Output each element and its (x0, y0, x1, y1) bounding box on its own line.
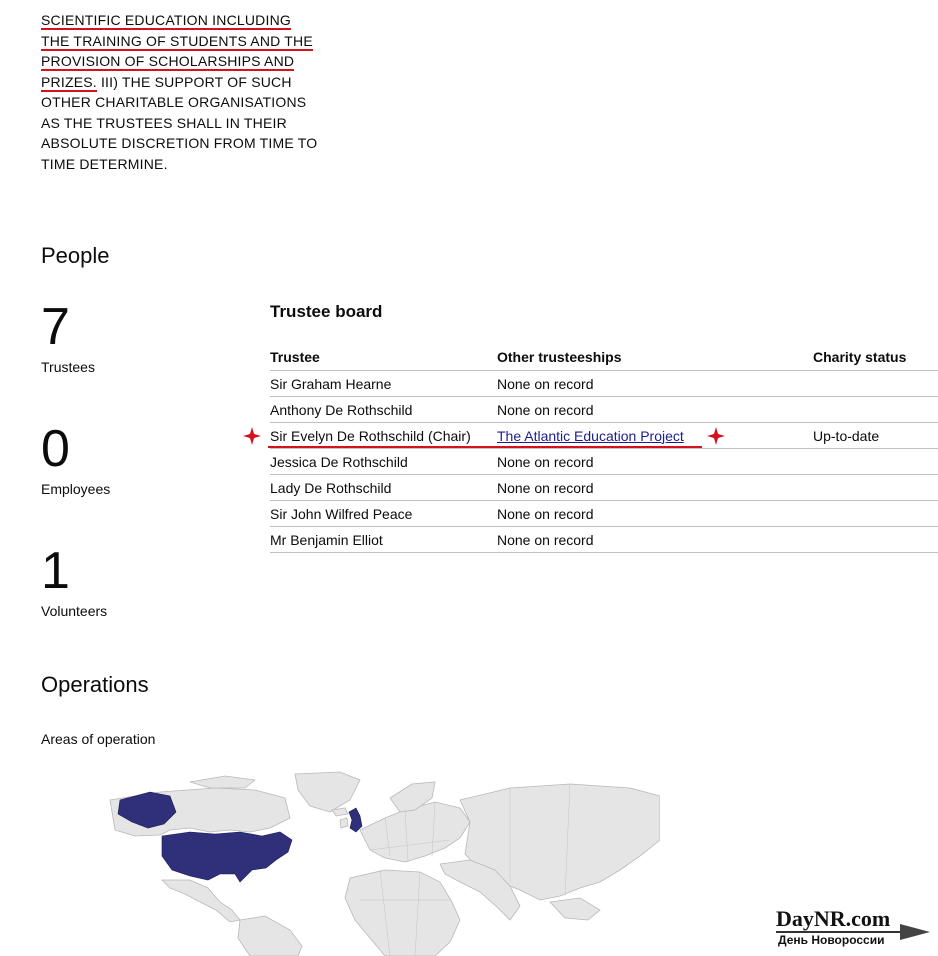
trustee-name: Jessica De Rothschild (270, 449, 497, 475)
map-europe (360, 802, 470, 862)
map-arctic-islands (190, 776, 255, 788)
trustee-name: Sir Evelyn De Rothschild (Chair) (270, 423, 497, 449)
other-trusteeships: None on record (497, 501, 813, 527)
stat-volunteers (41, 542, 108, 619)
daynr-watermark (776, 906, 936, 952)
charitable-objects-text (41, 10, 341, 174)
stat-label: Employees (41, 481, 111, 497)
charity-status (813, 475, 938, 501)
stat-employees (41, 420, 111, 497)
objects-line-7: ABSOLUTE DISCRETION FROM TIME TO (41, 135, 318, 151)
trustee-name: Lady De Rothschild (270, 475, 497, 501)
red-four-point-star-icon (707, 427, 725, 445)
objects-line-1: SCIENTIFIC EDUCATION INCLUDING (41, 12, 291, 28)
map-africa (345, 870, 460, 956)
other-trusteeships: None on record (497, 449, 813, 475)
trustee-name: Mr Benjamin Elliot (270, 527, 497, 553)
trustee-board-title: Trustee board (270, 302, 383, 321)
charity-status (813, 397, 938, 423)
table-row (270, 527, 938, 553)
table-header-row (270, 346, 938, 371)
table-row-highlighted (270, 423, 938, 449)
stat-trustees (41, 298, 95, 375)
stat-value: 7 (41, 298, 70, 356)
atlantic-education-project-link[interactable]: The Atlantic Education Project (497, 427, 684, 444)
stat-value: 0 (41, 420, 70, 478)
other-trusteeships: None on record (497, 397, 813, 423)
other-trusteeships: None on record (497, 371, 813, 397)
objects-line-4: PRIZES. III) THE SUPPORT OF SUCH (41, 73, 292, 90)
objects-line-2: THE TRAINING OF STUDENTS AND THE (41, 32, 313, 49)
objects-line-5: OTHER CHARITABLE ORGANISATIONS (41, 94, 307, 110)
charity-status (813, 501, 938, 527)
column-header-charity-status: Charity status (813, 346, 938, 371)
objects-line-3: PROVISION OF SCHOLARSHIPS AND (41, 53, 295, 69)
stat-value: 1 (41, 542, 70, 600)
map-south-america (238, 916, 302, 956)
areas-of-operation-map (40, 770, 660, 956)
watermark-subtitle: День Новороссии (778, 933, 885, 947)
watermark-title: DayNR.com (776, 906, 891, 931)
map-uk-highlighted (349, 808, 362, 832)
table-row (270, 449, 938, 475)
stat-label: Volunteers (41, 603, 108, 619)
column-header-other-trusteeships: Other trusteeships (497, 346, 813, 371)
charity-status (813, 449, 938, 475)
red-four-point-star-icon (243, 427, 261, 445)
stat-label: Trustees (41, 359, 95, 375)
areas-of-operation-label: Areas of operation (41, 731, 156, 747)
other-trusteeships: None on record (497, 527, 813, 553)
highlight-underline (268, 446, 702, 448)
trustee-name: Sir Graham Hearne (270, 371, 497, 397)
charity-status (813, 371, 938, 397)
trustee-name: Anthony De Rothschild (270, 397, 497, 423)
objects-line-6: AS THE TRUSTEES SHALL IN THEIR (41, 114, 287, 131)
map-greenland (295, 772, 360, 812)
other-trusteeships (497, 423, 813, 449)
trustee-table (270, 346, 938, 553)
other-trusteeships: None on record (497, 475, 813, 501)
table-row (270, 397, 938, 423)
map-mexico (162, 880, 240, 922)
column-header-trustee: Trustee (270, 346, 497, 371)
map-ireland (340, 818, 348, 828)
objects-line-8: TIME DETERMINE. (41, 155, 168, 172)
charity-status (813, 527, 938, 553)
table-row (270, 475, 938, 501)
operations-heading: Operations (41, 672, 149, 697)
table-row (270, 501, 938, 527)
trustee-name: Sir John Wilfred Peace (270, 501, 497, 527)
table-row (270, 371, 938, 397)
map-usa-highlighted (162, 832, 292, 882)
map-se-asia (550, 898, 600, 920)
charity-status: Up-to-date (813, 423, 938, 449)
people-heading: People (41, 243, 110, 268)
